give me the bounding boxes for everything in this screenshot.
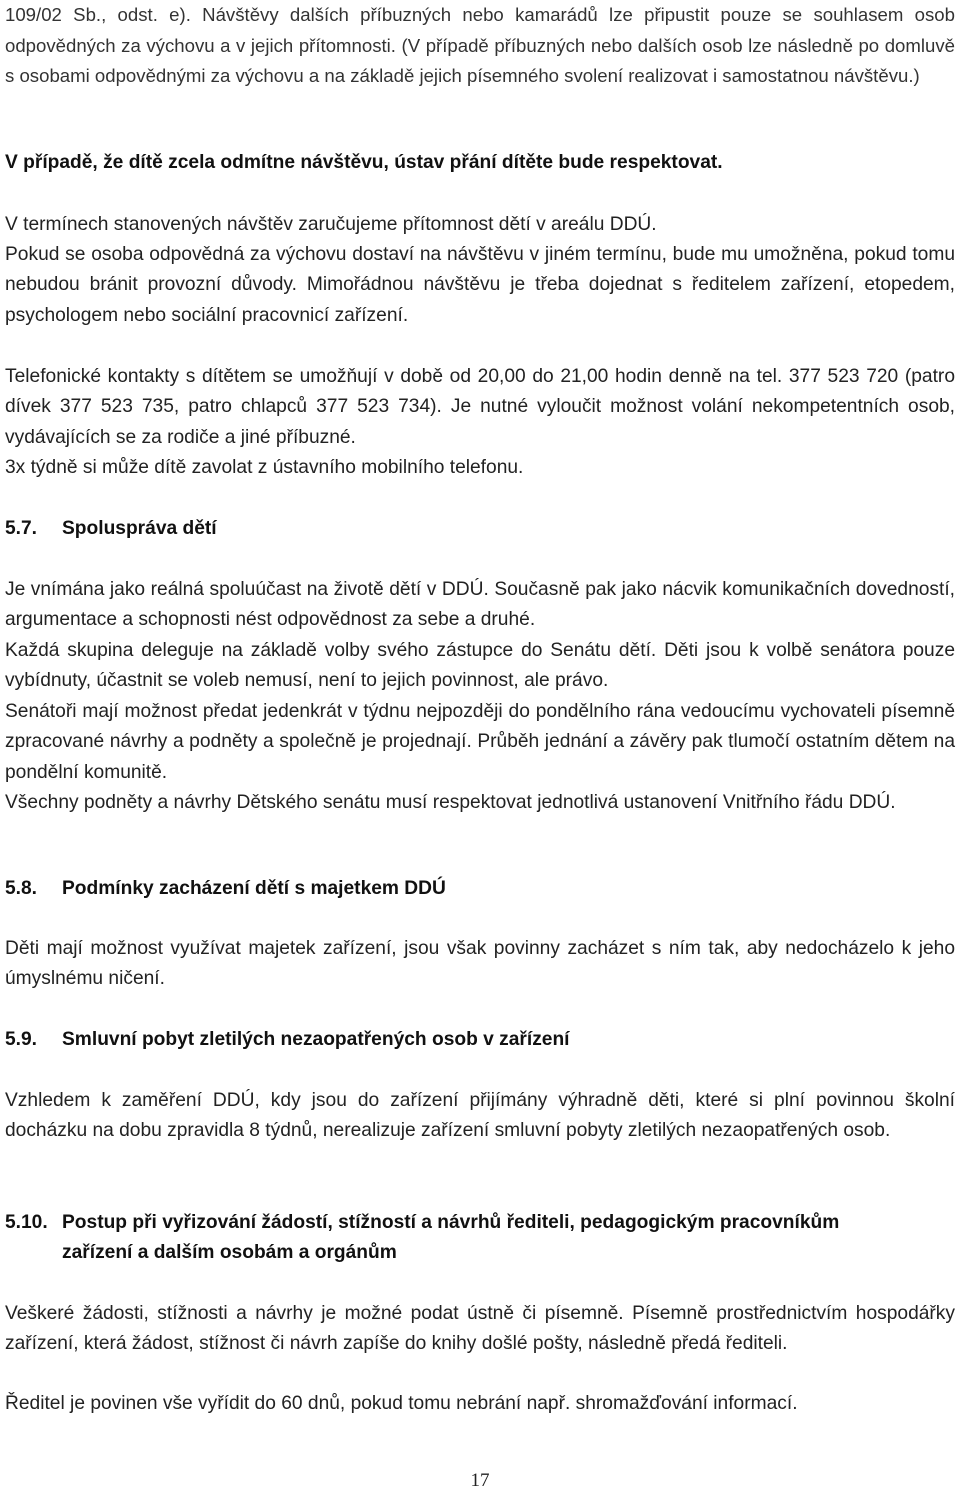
section-5-10-paragraph-1: Veškeré žádosti, stížnosti a návrhy je možné podat ústně či písemně. Písemně prostřednictvím hospodářky zařízení, která žádost, stížnost či návrh zapíše do knihy došlé pošty, následně předá řediteli. (5, 1303, 955, 1355)
visits-line-1: V termínech stanovených návštěv zaručujeme přítomnost dětí v areálu DDÚ. (5, 214, 657, 235)
section-title: Spolusprávа dětí (62, 518, 217, 539)
section-number: 5.8. (5, 878, 38, 899)
section-5-9-heading (5, 1025, 570, 1055)
phone-contacts-paragraph: Telefonické kontakty s dítětem se umožňují v době od 20,00 do 21,00 hodin denně na tel. 377 523 720 (patro dívek 377 523 735, patro chlapců 377 523 734). Je nutné vyloučit možnost volání nekompetentních osob, vydávajících se za rodiče a jiné příbuzné. (5, 366, 955, 448)
section-5-7-paragraph-2: Každá skupina deleguje na základě volby svého zástupce do Senátu dětí. Děti jsou k volbě senátora pouze vybídnuty, účastnit se voleb nemusí, není to jejich povinnost, ale právo. (5, 640, 955, 692)
page-number: 17 (470, 1470, 490, 1491)
section-5-9-paragraph: Vzhledem k zaměření DDÚ, kdy jsou do zařízení přijímány výhradně děti, které si plní povinnou školní docházku na dobu zpravidla 8 týdnů, nerealizuje zařízení smluvní pobyty zletilých nezaopatřených osob. (5, 1090, 955, 1142)
section-5-8-paragraph: Děti mají možnost využívat majetek zařízení, jsou však povinny zacházet s ním tak, aby nedocházelo k jeho úmyslnému ničení. (5, 938, 955, 990)
section-5-8-heading (5, 874, 446, 904)
section-number: 5.10. (5, 1212, 48, 1233)
section-5-10-paragraph-2: Ředitel je povinen vše vyřídit do 60 dnů, pokud tomu nebrání např. shromažďování informací. (5, 1393, 798, 1414)
section-number: 5.9. (5, 1029, 38, 1050)
intro-paragraph: 109/02 Sb., odst. e). Návštěvy dalších příbuzných nebo kamarádů lze připustit pouze se souhlasem osob odpovědných za výchovu a v jejich přítomnosti. (V případě příbuzných nebo dalších osob lze následně po domluvě s osobami odpovědnými za výchovu a na základě jejich písemného svolení realizovat i samostatnou návštěvu.) (5, 4, 955, 87)
section-number: 5.7. (5, 518, 38, 539)
refusal-statement: V případě, že dítě zcela odmítne návštěvu, ústav přání dítěte bude respektovat. (5, 152, 723, 173)
section-5-7-paragraph-4: Všechny podněty a návrhy Dětského senátu musí respektovat jednotlivá ustanovení Vnitřního řádu DDÚ. (5, 792, 896, 813)
phone-weekly-line: 3x týdně si může dítě zavolat z ústavního mobilního telefonu. (5, 457, 524, 478)
section-5-7-heading (5, 514, 217, 544)
visits-paragraph: Pokud se osoba odpovědná za výchovu dostaví na návštěvu v jiném termínu, bude mu umožněna, pokud tomu nebudou bránit provozní důvody. Mimořádnou návštěvu je třeba dojednat s ředitelem zařízení, etopedem, psychologem nebo sociální pracovnicí zařízení. (5, 244, 955, 326)
section-title-line-2: zařízení a dalším osobám a orgánům (62, 1242, 397, 1263)
section-5-7-paragraph-1: Je vnímána jako reálná spoluúčast na životě dětí v DDÚ. Současně pak jako nácvik komunikačních dovedností, argumentace a schopnosti nést odpovědnost za sebe a druhé. (5, 579, 955, 631)
section-title-line-1: Postup při vyřizování žádostí, stížností a návrhů řediteli, pedagogickým pracovníkům (62, 1212, 840, 1233)
section-title: Smluvní pobyt zletilých nezaopatřených osob v zařízení (62, 1029, 570, 1050)
section-title: Podmínky zacházení dětí s majetkem DDÚ (62, 878, 446, 899)
section-5-7-paragraph-3: Senátoři mají možnost předat jedenkrát v týdnu nejpozději do pondělního rána vedoucímu vychovateli písemně zpracované návrhy a podněty a společně je projednají. Průběh jednání a závěry pak tlumočí ostatním dětem na pondělní komunitě. (5, 701, 955, 783)
section-5-10-heading (5, 1208, 955, 1268)
